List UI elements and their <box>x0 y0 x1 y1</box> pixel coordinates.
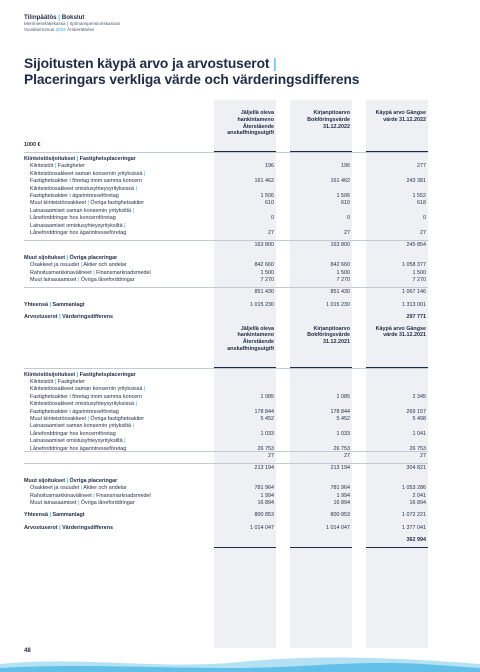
table-cell: 0 <box>271 215 274 222</box>
table-cell: 5 452 <box>336 416 350 422</box>
table-cell: 163 800 <box>330 242 350 249</box>
column-header-underline <box>366 151 428 152</box>
table-cell: 1 085 <box>336 393 350 400</box>
row-label: Låneforddringar hos ägarintresseföretag <box>30 230 127 236</box>
table-cell: 1 506 <box>336 193 350 199</box>
row-label: Lainasaamiset saman konsernin yrityksiltä | <box>30 423 134 430</box>
table-cell: 800 853 <box>330 512 350 519</box>
table-cell: 1 033 <box>260 430 274 437</box>
row-label: Fastighetsaktier i ägarintresseföretag <box>30 193 119 199</box>
table-cell: 618 <box>417 200 426 207</box>
table-cell: 781 964 <box>330 485 350 492</box>
footer-wave <box>0 654 480 672</box>
column-header: Käypä arvo Gängse värde 31.12.2021 <box>375 325 426 339</box>
table-cell: 1 041 <box>412 430 426 437</box>
column-header-underline <box>366 367 428 368</box>
row-label: Kiinteistöosakkeet omistusyhteysyrityksissä | <box>30 185 137 192</box>
row-label: Rahoitusmarkkinavälineet | Finansmarknadsmedel <box>30 492 151 499</box>
row-label: Kiinteistöosakkeet saman konsernin yrityksissä | <box>30 386 146 393</box>
page-title: Sijoitusten käypä arvo ja arvostuserot | Placeringars verkliga värde och värderingsdifferens <box>24 56 360 87</box>
table-cell: 26 753 <box>257 445 274 452</box>
table-cell: 2 345 <box>412 393 426 400</box>
table-cell: 1 053 286 <box>402 485 426 492</box>
table-cell: 1 506 <box>260 193 274 199</box>
section-label: Arvostuserot | Värderingsdifferens <box>24 524 114 531</box>
table-cell: 1 994 <box>260 492 274 499</box>
table-cell: 26 753 <box>409 445 426 452</box>
section-label: Yhteensä | Sammanlagt <box>24 301 85 308</box>
row-label: Låneforddringar hos koncernföretag <box>30 430 116 437</box>
row-label: Låneforddringar hos ägarintresseföretag <box>30 445 127 452</box>
row-label: Lainasaamiset omistusyhteysyrityksiltä | <box>30 438 126 445</box>
section-label: Arvostuserot | Värderingsdifferens <box>24 314 114 321</box>
table-cell: 27 <box>420 230 426 236</box>
row-label: Fastighetsaktier i ägarintresseföretag <box>30 408 119 415</box>
table-cell: 1 015 230 <box>250 301 274 308</box>
subtotal-divider <box>24 240 428 241</box>
table-cell: 7 270 <box>336 277 350 283</box>
table-cell: 1 500 <box>412 269 426 276</box>
section-label: Kiinteistösijoitukset | Fastighetsplaceringar <box>24 371 136 378</box>
table-cell: 245 854 <box>406 242 426 249</box>
table-cell: 163 800 <box>254 242 274 249</box>
row-label: Låneforddringar hos koncernföretag <box>30 215 116 222</box>
table-cell: 1 014 047 <box>326 524 350 531</box>
table-cell: 16 894 <box>257 500 274 506</box>
row-label: Muut kiinteistöosakkeet | Övriga fastighetsaktier <box>30 416 145 422</box>
table-cell: 1 994 <box>336 492 350 499</box>
table-cell: 1 067 146 <box>402 289 426 296</box>
table-cell: 27 <box>344 453 350 459</box>
table-cell: 297 771 <box>406 314 426 321</box>
table-cell: 1 552 <box>412 193 426 199</box>
table-cell: 1 015 230 <box>326 301 350 308</box>
table-cell: 851 430 <box>254 289 274 296</box>
table-cell: 27 <box>268 453 274 459</box>
table-cell: 277 <box>417 163 426 170</box>
section-label: Kiinteistösijoitukset | Fastighetsplaceringar <box>24 156 136 162</box>
column-header-underline <box>290 151 352 152</box>
section-label: Yhteensä | Sammanlagt <box>24 512 85 519</box>
unit-label: 1000 € <box>24 142 41 148</box>
table-cell: 196 <box>265 163 274 170</box>
column-header: Käypä arvo Gängse värde 31.12.2022 <box>375 110 426 123</box>
table-cell: 1 500 <box>260 269 274 276</box>
table-cell: 304 821 <box>406 465 426 472</box>
subtotal-divider <box>24 287 428 288</box>
column-header-underline <box>214 151 276 152</box>
table-cell: 842 660 <box>254 262 274 269</box>
table-cell: 7 270 <box>260 277 274 283</box>
row-label: Kiinteistöt | Fastigheter <box>30 163 85 170</box>
table-cell: 1 500 <box>336 269 350 276</box>
table-cell: 0 <box>347 215 350 222</box>
section-label: Muut sijoitukset | Övriga placeringar <box>24 477 118 484</box>
table-cell: 178 844 <box>330 408 350 415</box>
row-label: Kiinteistöosakkeet omistusyhteysyrityksissä | <box>30 401 137 408</box>
row-label: Osakkeet ja osuudet | Aktier och andelar <box>30 485 127 492</box>
table-cell: 269 157 <box>406 408 426 415</box>
table-cell: 27 <box>344 230 350 236</box>
table-cell: 243 381 <box>406 178 426 185</box>
column-header: Kirjanpitoarvo Bokföringsvärde 31.12.2021 <box>307 325 350 346</box>
table-cell: 851 430 <box>330 289 350 296</box>
column-header-underline <box>214 367 276 368</box>
table-cell: 610 <box>341 200 350 207</box>
table-cell: 7 270 <box>412 277 426 283</box>
header-subtitle: Merimieseläkekassa | Sjömanspensionskassan <box>24 21 121 26</box>
table-cell: 1 033 <box>336 430 350 437</box>
page-number: 48 <box>24 648 31 654</box>
table-cell: 16 894 <box>409 500 426 506</box>
table-cell: 610 <box>265 200 274 207</box>
row-label: Kiinteistöosakkeet saman konsernin yrityksissä | <box>30 170 146 177</box>
table-cell: 5 452 <box>260 416 274 422</box>
row-label: Muut kiinteistöosakkeet | Övriga fastighetsaktier <box>30 200 145 207</box>
row-label: Muut lainasaamiset | Övriga låneforddringar <box>30 500 135 506</box>
subtotal-divider <box>24 463 428 464</box>
row-label: Muut lainasaamiset | Övriga låneforddringar <box>30 277 135 283</box>
column-header: Jäljellä oleva hankintameno Återstående anskaffningsutgift <box>227 325 274 352</box>
column-header: Kirjanpitoarvo Bokföringsvärde 31.12.2022 <box>307 110 350 130</box>
table-cell: 27 <box>268 230 274 236</box>
table-cell: 800 853 <box>254 512 274 519</box>
table-cell: 362 994 <box>406 537 426 544</box>
row-label: Fastighetsaktier i företag inom samma koncern <box>30 393 143 400</box>
table-cell: 196 <box>341 163 350 170</box>
table-cell: 1 058 377 <box>402 262 426 269</box>
row-label: Lainasaamiset omistusyhteysyrityksiltä | <box>30 222 126 229</box>
table-cell: 1 377 041 <box>402 524 426 531</box>
table-cell: 16 894 <box>333 500 350 506</box>
table-cell: 1 014 047 <box>250 524 274 531</box>
table-cell: 178 844 <box>254 408 274 415</box>
row-label: Fastighetsaktier i företag inom samma koncern <box>30 178 143 185</box>
section-label: Muut sijoitukset | Övriga placeringar <box>24 254 118 261</box>
table-cell: 1 313 001 <box>402 301 426 308</box>
table-cell: 27 <box>420 453 426 459</box>
table-cell: 1 085 <box>260 393 274 400</box>
table-cell: 26 753 <box>333 445 350 452</box>
header-title: Tilinpäätös | Bokslut <box>24 14 85 21</box>
table-cell: 5 498 <box>412 416 426 422</box>
table-cell: 842 660 <box>330 262 350 269</box>
column-footer-underline <box>290 547 352 548</box>
table-cell: 213 194 <box>330 465 350 472</box>
row-label: Rahoitusmarkkinavälineet | Finansmarknadsmedel <box>30 269 151 276</box>
column-header-underline <box>290 367 352 368</box>
table-cell: 161 462 <box>330 178 350 185</box>
table-cell: 213 194 <box>254 465 274 472</box>
column-footer-underline <box>214 547 276 548</box>
subtotal-divider <box>24 451 428 452</box>
row-label: Kiinteistöt | Fastigheter <box>30 379 85 385</box>
column-footer-underline <box>366 547 428 548</box>
column-header: Jäljellä oleva hankintameno Återstående anskaffningsutgift <box>227 110 274 137</box>
table-cell: 0 <box>423 215 426 222</box>
header-year-line: Vuosikertomus 2022 Årsberättelse <box>24 27 95 32</box>
table-cell: 781 964 <box>254 485 274 492</box>
document-header <box>24 14 120 33</box>
table-cell: 2 041 <box>412 492 426 499</box>
table-cell: 1 072 221 <box>402 512 426 519</box>
row-label: Osakkeet ja osuudet | Aktier och andelar <box>30 262 127 269</box>
table-cell: 161 462 <box>254 178 274 185</box>
row-label: Lainasaamiset saman konsernin yrityksiltä | <box>30 207 134 214</box>
